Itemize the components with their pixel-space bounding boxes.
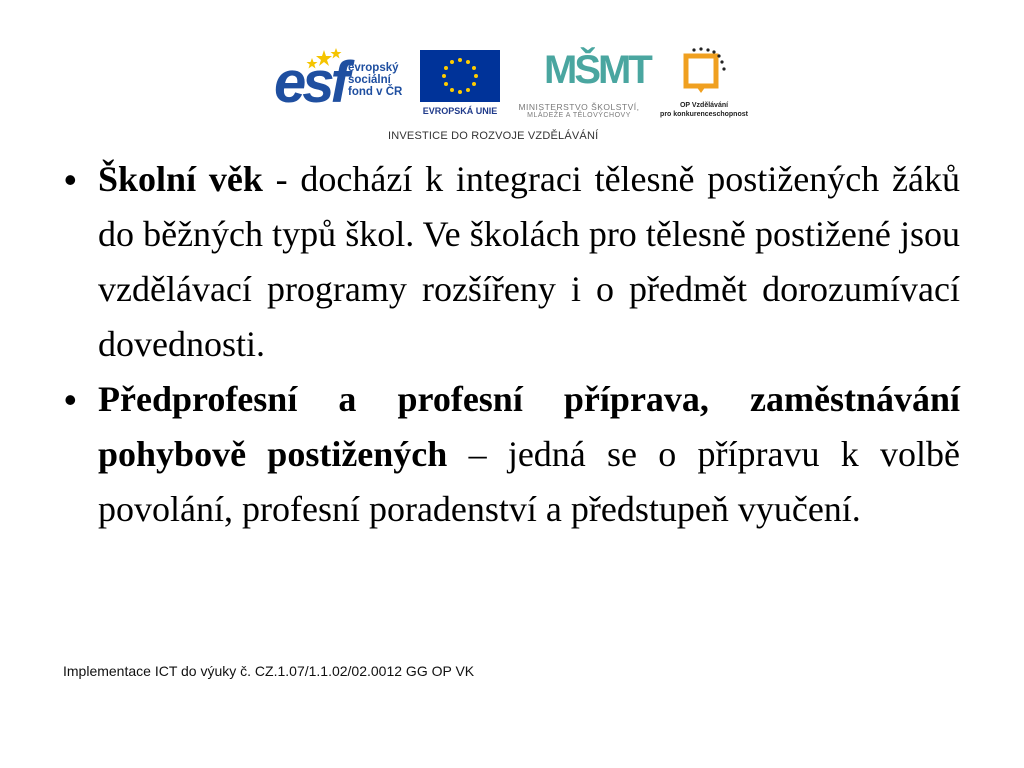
eu-logo — [418, 50, 502, 122]
bullet-heading: Školní věk — [98, 159, 263, 199]
bullet-heading: Předprofesní a profesní příprava, zaměstnávání pohybově postižených — [98, 379, 960, 474]
msmt-mark: MŠMT — [544, 48, 650, 92]
esf-text: evropský sociální fond v ČR — [348, 62, 403, 98]
bullet-item — [64, 152, 960, 372]
footer-text: Implementace ICT do výuky č. CZ.1.07/1.1.02/02.0012 GG OP VK — [63, 663, 475, 679]
logo-bar — [270, 44, 750, 144]
esf-letters: esf — [274, 50, 346, 115]
bullet-body: - dochází k integraci tělesně postižených žáků do běžných typů škol. Ve školách pro tělesně postižené jsou vzdělávací programy rozšířeny i o předmět dorozumívací dovednosti. — [98, 159, 960, 364]
eu-flag-icon — [420, 50, 500, 102]
bullet-icon: • — [64, 379, 77, 420]
bullet-item — [64, 372, 960, 537]
bullet-text — [98, 152, 960, 372]
bullet-body: – jedná se o přípravu k volbě povolání, profesní poradenství a předstupeň vyučení. — [98, 434, 961, 529]
opvk-line2: pro konkurenceschopnost — [660, 111, 748, 118]
opvk-line1: OP Vzdělávání — [679, 102, 729, 109]
logo-caption: INVESTICE DO ROZVOJE VZDĚLÁVÁNÍ — [388, 130, 599, 142]
slide-content — [64, 152, 960, 537]
eu-label: EVROPSKÁ UNIE — [422, 106, 498, 116]
msmt-logo — [506, 48, 652, 124]
msmt-line2: MLÁDEŽE A TĚLOVÝCHOVY — [527, 112, 631, 119]
opvk-mark-icon — [672, 46, 732, 94]
bullet-text — [98, 372, 960, 537]
opvk-logo — [658, 46, 750, 124]
esf-logo — [274, 48, 412, 120]
bullet-icon: • — [64, 159, 77, 200]
msmt-line1: MINISTERSTVO ŠKOLSTVÍ, — [518, 102, 640, 112]
